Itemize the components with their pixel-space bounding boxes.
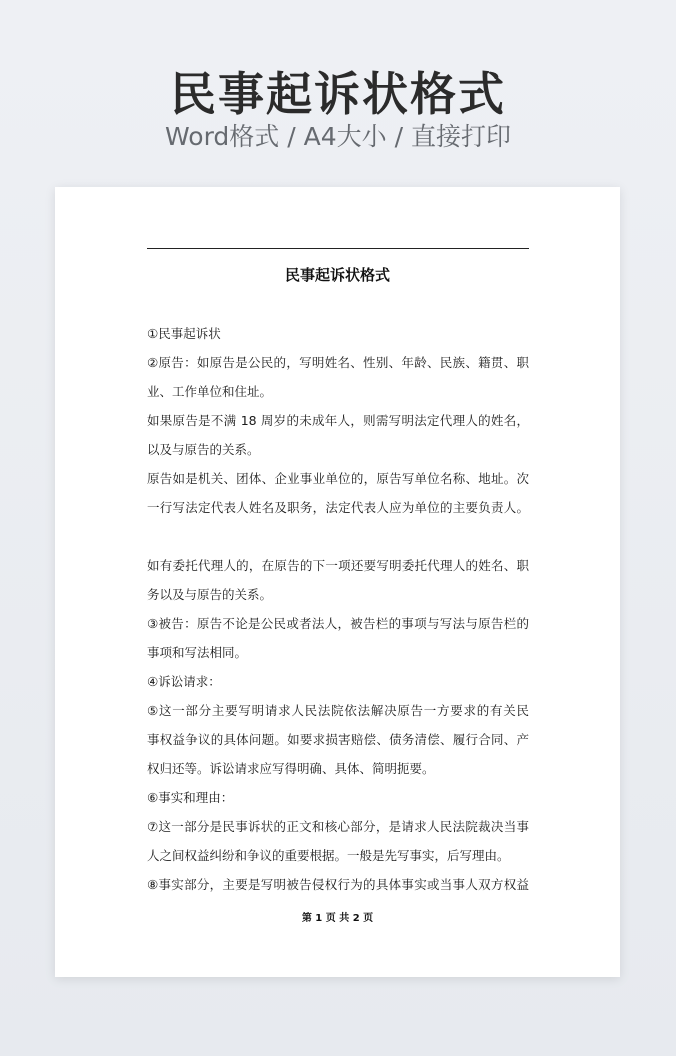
- text-line: ⑤这一部分主要写明请求人民法院依法解决原告一方要求的有关民: [147, 703, 529, 718]
- document-body: [147, 319, 529, 899]
- text-line: 如果原告是不满 18 周岁的未成年人，则需写明法定代理人的姓名，: [147, 413, 529, 428]
- banner-title: 民事起诉状格式: [170, 67, 506, 121]
- text-line: 事权益争议的具体问题。如要求损害赔偿、债务清偿、履行合同、产: [147, 732, 529, 747]
- text-line: 以及与原告的关系。: [147, 442, 260, 457]
- document-title: 民事起诉状格式: [284, 266, 390, 284]
- blank-line: [147, 522, 529, 551]
- text-line: ②原告：如原告是公民的，写明姓名、性别、年龄、民族、籍贯、职: [147, 355, 529, 370]
- text-line: 业、工作单位和住址。: [147, 384, 273, 399]
- header-rule: [147, 248, 529, 249]
- text-line: 事项和写法相同。: [147, 645, 248, 660]
- text-line: ⑧事实部分，主要是写明被告侵权行为的具体事实或当事人双方权益: [147, 877, 529, 892]
- text-line: ⑥事实和理由：: [147, 790, 234, 805]
- banner-subtitle: Word格式 / A4大小 / 直接打印: [165, 122, 511, 151]
- document-page: [55, 187, 620, 977]
- text-line: 权归还等。诉讼请求应写得明确、具体、简明扼要。: [147, 761, 435, 776]
- text-line: 如有委托代理人的，在原告的下一项还要写明委托代理人的姓名、职: [147, 558, 529, 573]
- text-line: 务以及与原告的关系。: [147, 587, 273, 602]
- text-line: 原告如是机关、团体、企业事业单位的，原告写单位名称、地址。次: [147, 471, 529, 486]
- page-number: 第 1 页 共 2 页: [301, 913, 374, 924]
- text-line: ①民事起诉状: [147, 326, 221, 341]
- text-line: ⑦这一部分是民事诉状的正文和核心部分，是请求人民法院裁决当事: [147, 819, 529, 834]
- text-line: ③被告：原告不论是公民或者法人，被告栏的事项与写法与原告栏的: [147, 616, 529, 631]
- text-line: ④诉讼请求：: [147, 674, 221, 689]
- text-line: 人之间权益纠纷和争议的重要根据。一般是先写事实，后写理由。: [147, 848, 510, 863]
- text-line: 一行写法定代表人姓名及职务，法定代表人应为单位的主要负责人。: [147, 500, 529, 515]
